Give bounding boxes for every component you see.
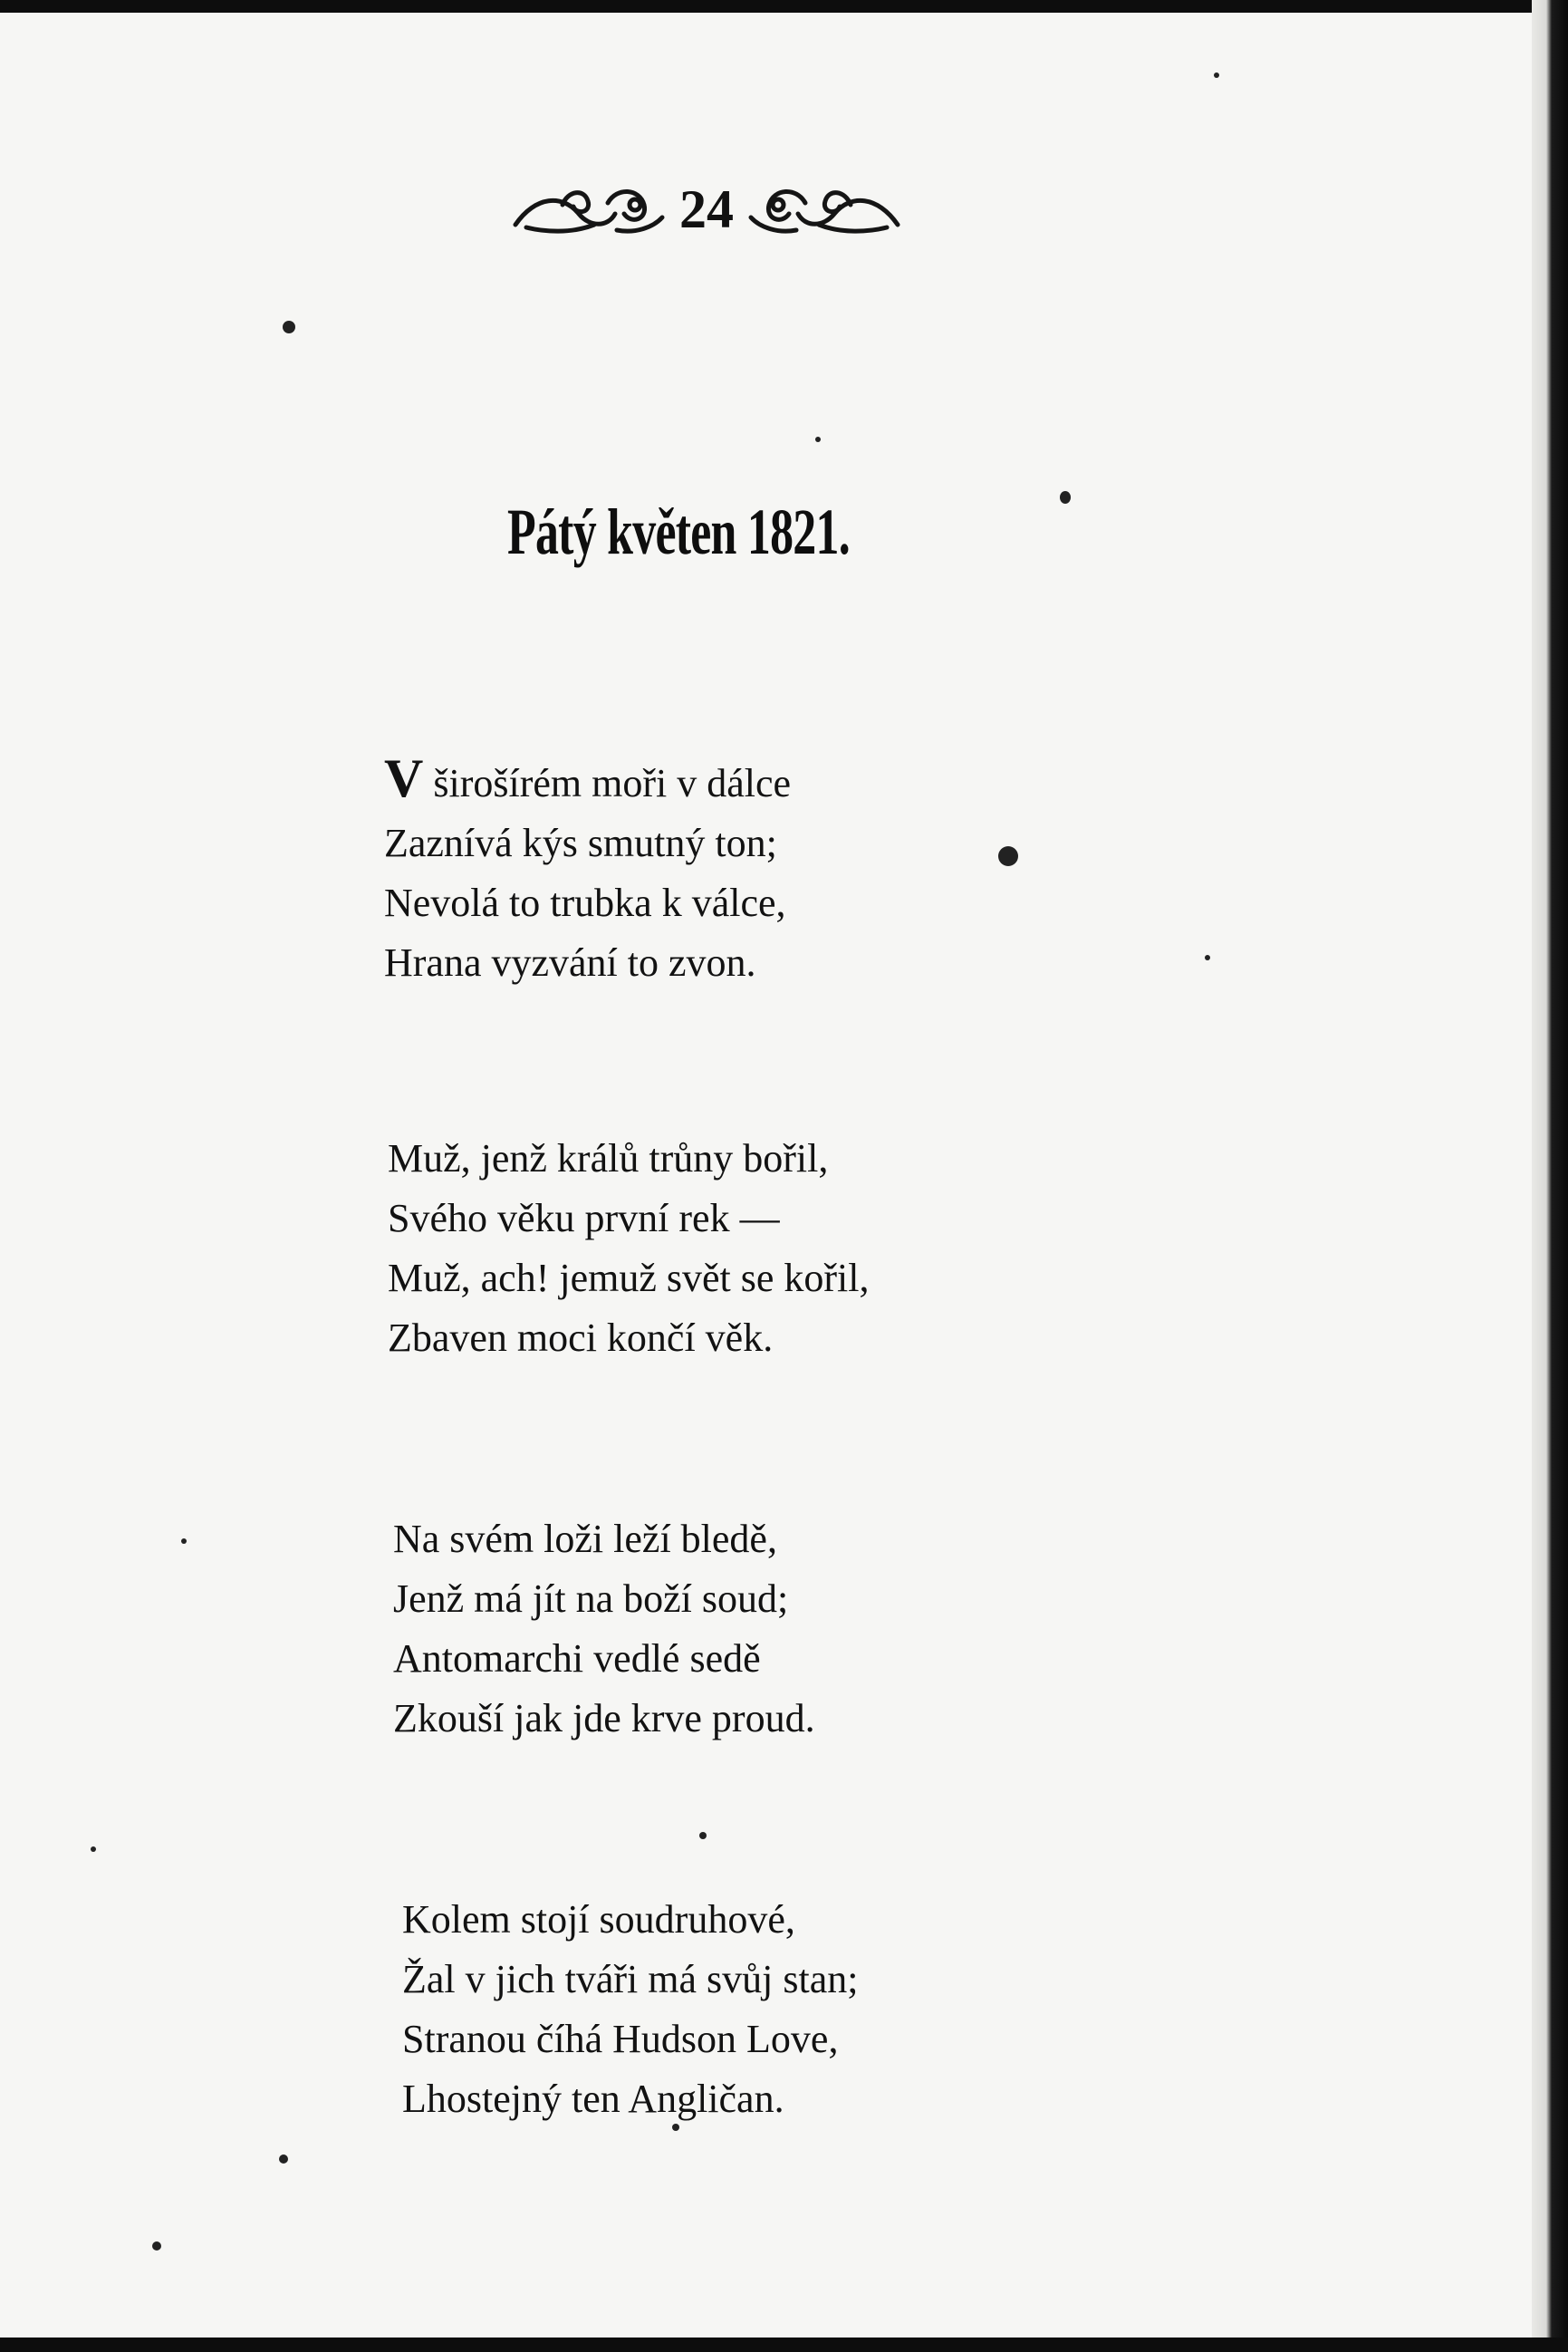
stanza-line: Lhostejný ten Angličan. bbox=[402, 2077, 784, 2121]
stanza-line: Zbaven moci končí věk. bbox=[388, 1316, 774, 1360]
scan-speck bbox=[1205, 955, 1210, 960]
book-page bbox=[0, 13, 1534, 2338]
stanza-2 bbox=[388, 1129, 870, 1368]
scan-speck bbox=[672, 2124, 679, 2131]
stanza-line: Hrana vyzvání to zvon. bbox=[384, 940, 756, 985]
stanza-line: Muž, jenž králů trůny bořil, bbox=[388, 1136, 829, 1181]
scan-speck bbox=[279, 2154, 288, 2164]
stanza-line-text: širošírém moři v dálce bbox=[423, 761, 792, 805]
stanza-line: Antomarchi vedlé sedě bbox=[393, 1636, 761, 1681]
page-bottom-edge bbox=[0, 2338, 1568, 2352]
page-header bbox=[503, 169, 910, 250]
scan-speck bbox=[152, 2241, 161, 2251]
scan-speck bbox=[91, 1846, 96, 1852]
stanza-line bbox=[384, 748, 791, 814]
scan-speck bbox=[1060, 491, 1071, 504]
stanza-line: Svého věku první rek — bbox=[388, 1196, 780, 1240]
scan-speck bbox=[1214, 72, 1219, 78]
stanza-line: Kolem stojí soudruhové, bbox=[402, 1897, 795, 1942]
book-spine-shadow bbox=[1532, 0, 1568, 2352]
poem-title: Pátý květen 1821. bbox=[507, 496, 850, 568]
stanza-line: Muž, ach! jemuž svět se kořil, bbox=[388, 1256, 870, 1300]
stanza-line: Jenž má jít na boží soud; bbox=[393, 1576, 789, 1621]
stanza-3 bbox=[393, 1509, 815, 1749]
stanza-4 bbox=[402, 1890, 858, 2129]
scan-speck bbox=[998, 846, 1018, 866]
page-number: 24 bbox=[679, 179, 734, 239]
floral-scroll-ornament-right-icon bbox=[746, 178, 905, 241]
floral-scroll-ornament-left-icon bbox=[508, 178, 667, 241]
stanza-line: Nevolá to trubka k válce, bbox=[384, 881, 786, 925]
stanza-line: Na svém loži leží bledě, bbox=[393, 1517, 777, 1561]
stanza-line: Stranou číhá Hudson Love, bbox=[402, 2017, 839, 2061]
scan-speck bbox=[181, 1538, 187, 1544]
drop-cap: V bbox=[384, 748, 424, 808]
stanza-1 bbox=[384, 748, 791, 993]
page-top-edge bbox=[0, 0, 1568, 13]
stanza-line: Zaznívá kýs smutný ton; bbox=[384, 821, 777, 865]
stanza-line: Zkouší jak jde krve proud. bbox=[393, 1696, 815, 1740]
stanza-line: Žal v jich tváři má svůj stan; bbox=[402, 1957, 859, 2001]
scan-speck bbox=[283, 321, 295, 333]
scan-speck bbox=[699, 1832, 707, 1839]
scan-speck bbox=[815, 437, 821, 442]
